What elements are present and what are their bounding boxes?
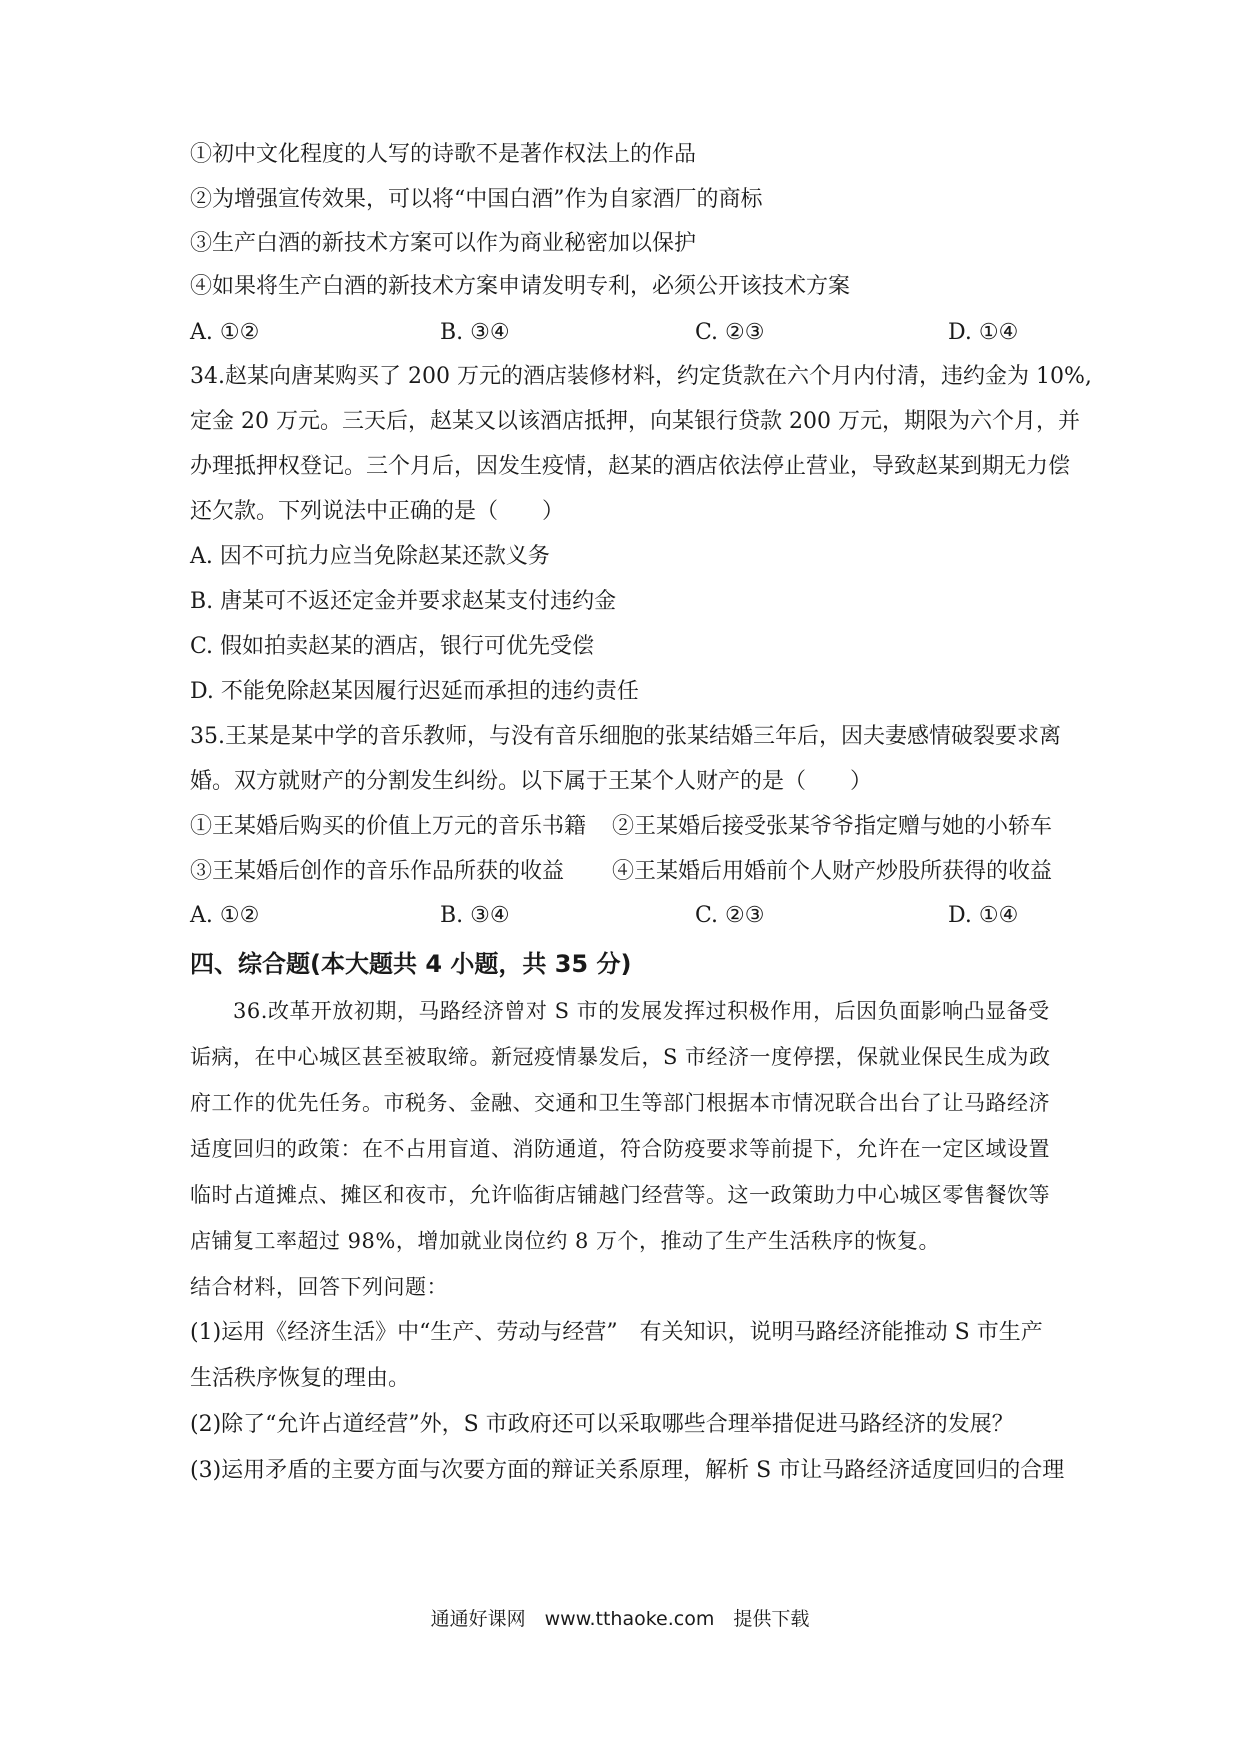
q35-option-c: C. ②③ [695,903,765,928]
q35-stem-line-2: 婚。双方就财产的分割发生纠纷。以下属于王某个人财产的是（ ） [190,769,873,794]
page-footer: 通通好课网 www.tthaoke.com 提供下载 [430,1608,810,1630]
q34-stem-line-1: 34.赵某向唐某购买了 200 万元的酒店装修材料，约定货款在六个月内付清，违约金为 10%, [190,364,1092,389]
section-heading: 四、综合题(本大题共 4 小题，共 35 分) [190,950,632,978]
q36-sub-3: (3)运用矛盾的主要方面与次要方面的辩证关系原理，解析 S 市让马路经济适度回归的合理 [190,1458,1065,1483]
q33-option-c: C. ②③ [695,320,765,345]
q35-item-2: ②王某婚后接受张某爷爷指定赠与她的小轿车 [612,814,1053,839]
q33-item-1: ①初中文化程度的人写的诗歌不是著作权法上的作品 [190,142,697,167]
q33-item-4: ④如果将生产白酒的新技术方案申请发明专利，必须公开该技术方案 [190,274,851,299]
q33-option-a: A. ①② [190,320,260,345]
q34-stem-line-4: 还欠款。下列说法中正确的是（ ） [190,499,565,524]
q33-item-2: ②为增强宣传效果，可以将“中国白酒”作为自家酒厂的商标 [190,187,763,212]
q35-stem-line-1: 35.王某是某中学的音乐教师，与没有音乐细胞的张某结婚三年后，因夫妻感情破裂要求离 [190,724,1061,749]
q35-option-a: A. ①② [190,903,260,928]
q35-item-1: ①王某婚后购买的价值上万元的音乐书籍 [190,814,587,839]
q36-paragraph-line-2: 诟病，在中心城区甚至被取缔。新冠疫情暴发后，S 市经济一度停摆，保就业保民生成为政 [190,1045,1051,1069]
q33-option-b: B. ③④ [440,320,510,345]
q33-option-d: D. ①④ [948,320,1019,345]
q34-option-d: D. 不能免除赵某因履行迟延而承担的违约责任 [190,679,639,704]
q34-option-b: B. 唐某可不返还定金并要求赵某支付违约金 [190,589,617,614]
q36-prompt: 结合材料，回答下列问题： [190,1275,448,1299]
q36-sub-1-line-1: (1)运用《经济生活》中“生产、劳动与经营” 有关知识，说明马路经济能推动 S 市生产 [190,1320,1043,1345]
q36-sub-2: (2)除了“允许占道经营”外，S 市政府还可以采取哪些合理举措促进马路经济的发展？ [190,1412,1014,1437]
q36-paragraph-line-3: 府工作的优先任务。市税务、金融、交通和卫生等部门根据本市情况联合出台了让马路经济 [190,1091,1050,1115]
q36-paragraph-line-1: 36.改革开放初期，马路经济曾对 S 市的发展发挥过积极作用，后因负面影响凸显备受 [190,999,1050,1023]
q36-sub-1-line-2: 生活秩序恢复的理由。 [190,1366,411,1391]
q36-paragraph-line-5: 临时占道摊点、摊区和夜市，允许临街店铺越门经营等。这一政策助力中心城区零售餐饮等 [190,1183,1050,1207]
q36-paragraph-line-6: 店铺复工率超过 98%，增加就业岗位约 8 万个，推动了生产生活秩序的恢复。 [190,1229,941,1253]
q36-paragraph-line-4: 适度回归的政策：在不占用盲道、消防通道，符合防疫要求等前提下，允许在一定区域设置 [190,1137,1050,1161]
q35-item-4: ④王某婚后用婚前个人财产炒股所获得的收益 [612,859,1053,884]
q34-option-c: C. 假如拍卖赵某的酒店，银行可优先受偿 [190,634,595,659]
q34-stem-line-2: 定金 20 万元。三天后，赵某又以该酒店抵押，向某银行贷款 200 万元，期限为六个月，并 [190,409,1080,434]
q34-option-a: A. 因不可抗力应当免除赵某还款义务 [190,544,550,569]
q33-item-3: ③生产白酒的新技术方案可以作为商业秘密加以保护 [190,231,697,256]
q35-option-b: B. ③④ [440,903,510,928]
q34-stem-line-3: 办理抵押权登记。三个月后，因发生疫情，赵某的酒店依法停止营业，导致赵某到期无力偿 [190,454,1071,479]
q35-item-3: ③王某婚后创作的音乐作品所获的收益 [190,859,565,884]
q35-option-d: D. ①④ [948,903,1019,928]
